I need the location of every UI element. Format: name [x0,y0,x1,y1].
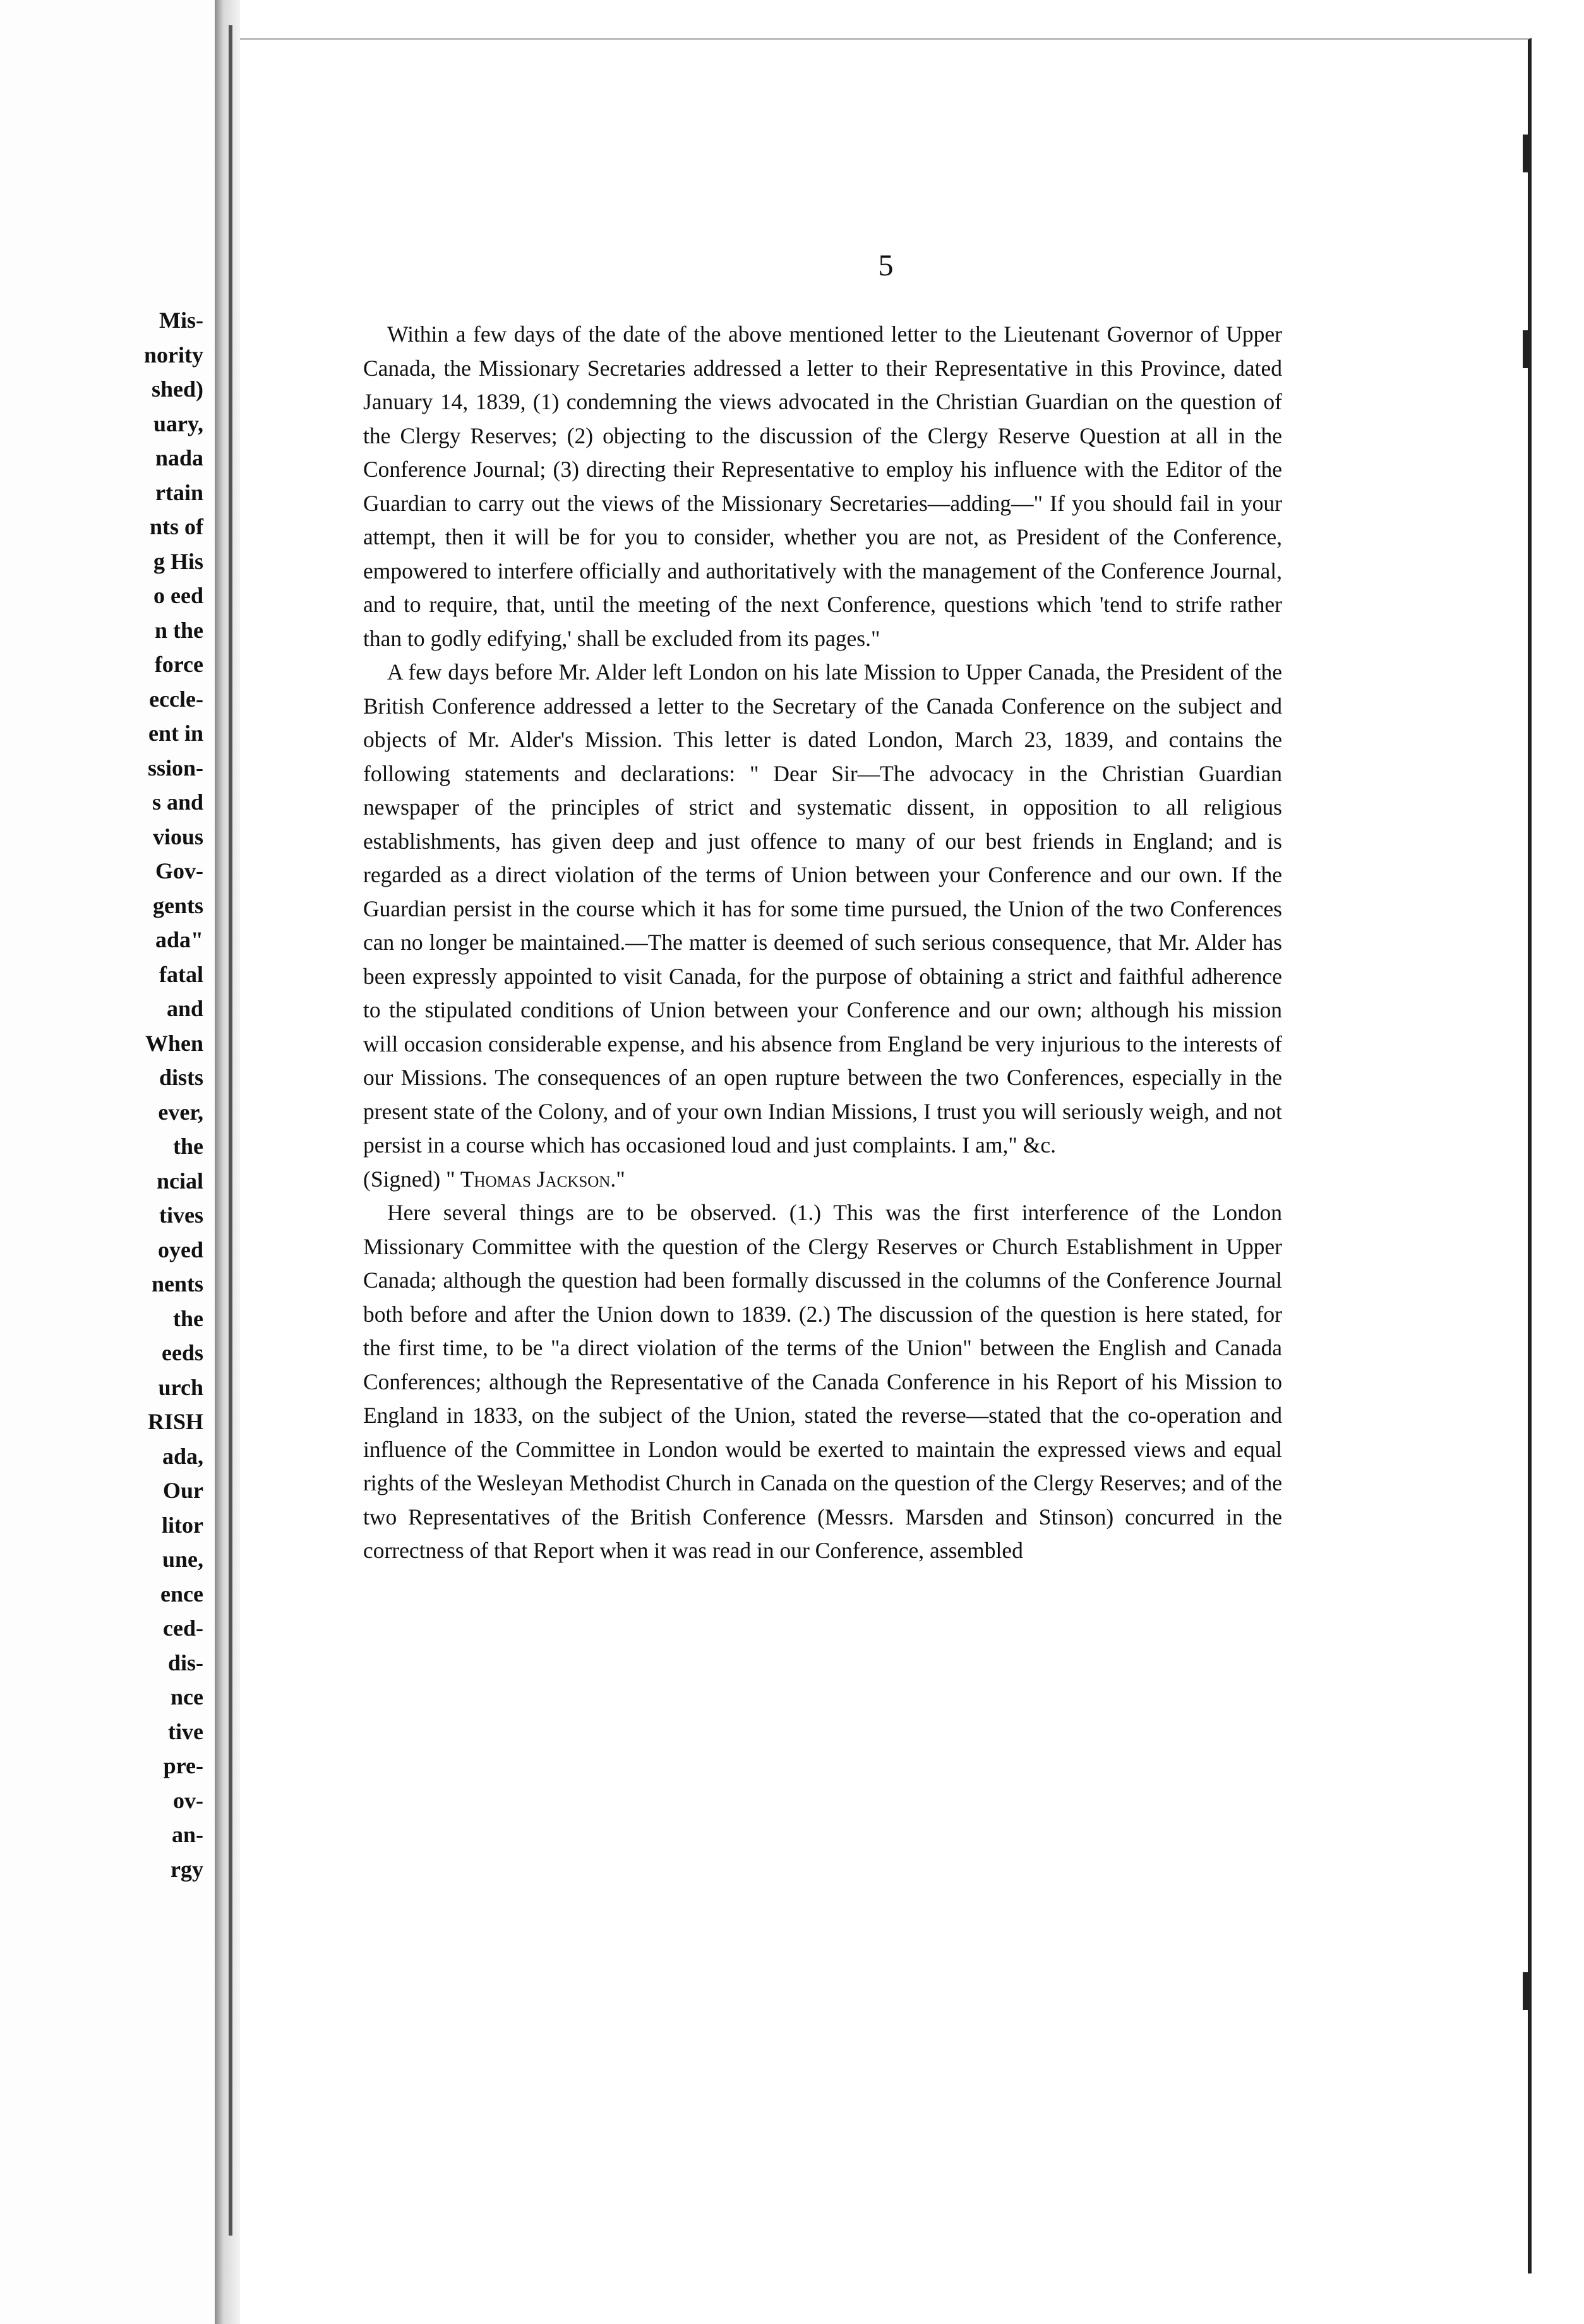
page [240,38,1532,2273]
body-text [363,318,1282,1568]
facing-page-line: ssion- [147,755,203,781]
facing-page-line: When [145,1030,203,1056]
paragraph-2 [363,656,1282,1196]
facing-page-line: une, [162,1547,203,1572]
facing-page-line: ence [160,1581,203,1607]
facing-page-line: fatal [159,961,203,987]
facing-page-text-column [144,303,203,1886]
facing-page-line: eccle- [149,686,203,712]
facing-page-line: the [173,1134,203,1159]
facing-page-line: o eed [153,583,203,608]
facing-page-line: Gov- [155,858,203,883]
facing-page-line: Our [162,1478,203,1503]
facing-page-line: uary, [153,410,203,436]
facing-page-line: ov- [173,1787,203,1813]
facing-page-line: ncial [156,1168,203,1194]
page-edge-mark [1523,1972,1528,2010]
facing-page-line: nts of [149,514,203,539]
facing-page-line: shed) [151,376,203,402]
facing-page-line: gents [153,892,203,918]
paragraph-3: Here several things are to be observed. (1.) This was the first interference of the London Missionary Committee with the question of the Clergy Reserves or Church Establishment in Upper Canada; although the question had been formally discussed in the columns of the Conference Journal both before and after the Union down to 1839. (2.) The discussion of the question is here stated, for the first time, to be "a direct violation of the terms of the Union" between the English and Canada Conferences; although the Representative of the Canada Conference in his Report of his Mission to England in 1833, on the subject of the Union, stated the reverse—stated that the co-operation and influence of the Committee in London would be exerted to maintain the expressed views and equal rights of the Wesleyan Methodist Church in Canada on the question of the Clergy Reserves; and of the two Representatives of the British Conference (Messrs. Marsden and Stinson) concurred in the correctness of that Report when it was read in our Conference, assembled [363,1200,1282,1563]
facing-page-line: tives [159,1202,203,1228]
paragraph-1: Within a few days of the date of the above mentioned letter to the Lieutenant Governor of Upper Canada, the Missionary Secretaries addressed a letter to their Representative in this Province, dated January 14, 1839, (1) condemning the views advocated in the Christian Guardian on the question of the Clergy Reserves; (2) objecting to the discussion of the Clergy Reserve Question at all in the Conference Journal; (3) directing their Representative to employ his influence with the Editor of the Guardian to carry out the views of the Missionary Secretaries—adding—" If you should fail in your attempt, then it will be for you to consider, whether you are not, as President of the Conference, empowered to interfere officially and authoritatively with the management of the Conference Journal, and to require, that, until the meeting of the next Conference, questions which 'tend to strife rather than to godly edifying,' shall be excluded from its pages." [363,321,1282,651]
facing-page-line: vious [152,824,203,849]
facing-page-line: s and [152,789,203,815]
facing-page-line: nents [151,1271,203,1297]
facing-page-line: nada [155,445,203,470]
facing-page-line: tive [168,1718,203,1744]
facing-page-line: dis- [167,1650,203,1675]
facing-page-line: ada" [155,927,203,952]
facing-page-line: ada, [162,1443,203,1469]
facing-page-line: dists [159,1065,203,1090]
book-gutter-line [229,25,232,2236]
facing-page-line: rtain [155,479,203,505]
signed-label: (Signed) [363,1166,441,1192]
paragraph-2-text: A few days before Mr. Alder left London on his late Mission to Upper Canada, the President of the British Conference addressed a letter to the Secretary of the Canada Conference on the subject and objects of Mr. Alder's Mission. This letter is dated London, March 23, 1839, and contains the following statements and declarations: " Dear Sir—The advocacy in the Christian Guardian newspaper of the principles of strict and systematic dissent, in opposition to all religious establishments, has given deep and just offence to many of our best friends in England; and is regarded as a direct violation of the terms of Union between your Conference and our own. If the Guardian persist in the course which it has for some time pursued, the Union of the two Conferences can no longer be maintained.—The matter is deemed of such serious consequence, that Mr. Alder has been expressly appointed to visit Canada, for the purpose of obtaining a strict and faithful adherence to the stipulated conditions of Union between your Conference and our own; although his mission will occasion considerable expense, and his absence from England be very injurious to the interests of our Missions. The consequences of an open rupture between the two Conferences, especially in the present state of the Colony, and of your own Indian Missions, I trust you will seriously weigh, and not persist in a course which has occasioned loud and just complaints. I am," &c. [363,659,1282,1158]
facing-page-line: ever, [158,1099,203,1125]
facing-page-line: ced- [163,1615,203,1641]
facing-page-line: force [154,652,203,677]
facing-page-line: an- [171,1822,203,1847]
facing-page-line: pre- [163,1753,203,1778]
book-gutter-shadow [215,0,240,2324]
facing-page-line: g His [153,548,203,574]
facing-page-line: eeds [162,1340,203,1365]
facing-page-line: oyed [158,1237,203,1262]
facing-page-line: ent in [148,721,203,746]
facing-page-line: n the [154,617,203,643]
facing-page [0,0,215,2324]
page-edge-mark [1523,135,1528,172]
facing-page-line: the [173,1305,203,1331]
facing-page-line: Mis- [159,308,203,333]
facing-page-line: nority [144,342,203,368]
facing-page-line: litor [162,1512,203,1538]
page-number: 5 [878,249,894,282]
facing-page-line: and [166,996,203,1021]
facing-page-line: urch [158,1374,203,1400]
signature: " Thomas Jackson." [446,1166,625,1192]
facing-page-line: rgy [171,1856,203,1882]
facing-page-line: RISH [147,1409,203,1434]
page-edge-mark [1523,330,1528,368]
facing-page-line: nce [171,1684,203,1710]
